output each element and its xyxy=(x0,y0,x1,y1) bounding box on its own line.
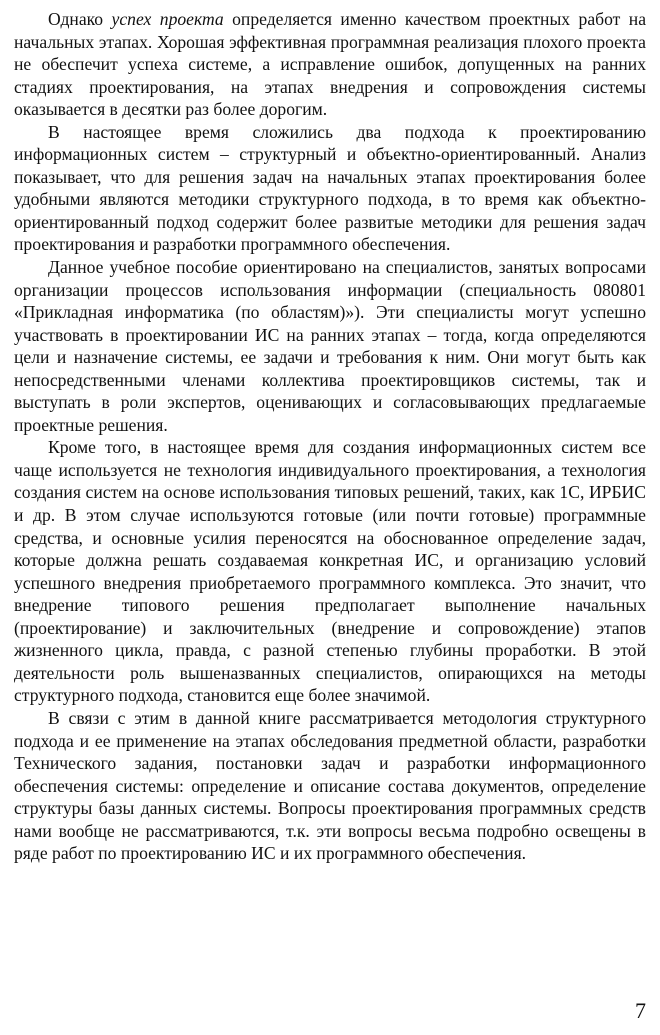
page-number: 7 xyxy=(635,998,646,1023)
paragraph-1-lead: Однако xyxy=(48,9,112,29)
paragraph-5: В связи с этим в данной книге рассматривается методология структурного подхода и ее применение на этапах обследования предметной области, разработки Технического задания, постановки задач и разработки информационного обеспечения системы: определение и описание состава документов, определение структуры базы данных системы. Вопросы проектирования программных средств нами вообще не рассматриваются, т.к. эти вопросы весьма подробно освещены в ряде работ по проектированию ИС и их программного обеспечения. xyxy=(14,707,646,864)
body-text xyxy=(14,8,646,865)
paragraph-2: В настоящее время сложились два подхода к проектированию информационных систем – структурный и объектно-ориентированный. Анализ показывает, что для решения задач на начальных этапах проектирования более удобными являются методики структурного подхода, в то время как объектно-ориентированный подход содержит более развитые методики для решения задач проектирования и разработки программного обеспечения. xyxy=(14,121,646,255)
paragraph-1-rest: определяется именно качеством проектных работ на начальных этапах. Хорошая эффективная программная реализация плохого проекта не обеспечит успеха системе, а исправление ошибок, допущенных на ранних стадиях проектирования, на этапах внедрения и сопровождения системы оказывается в десятки раз более дорогим. xyxy=(14,9,647,120)
emphasis-project-success: успех проекта xyxy=(111,9,224,29)
paragraph-3: Данное учебное пособие ориентировано на специалистов, занятых вопросами организации процессов использования информации (специальность 080801 «Прикладная информатика (по областям)»). Эти специалисты могут успешно участвовать в проектировании ИС на ранних этапах – тогда, когда определяются цели и назначение системы, ее задачи и требования к ним. Они могут быть как непосредственными членами коллектива проектировщиков системы, так и выступать в роли экспертов, оценивающих и согласовывающих предлагаемые проектные решения. xyxy=(14,257,646,435)
paragraph-4: Кроме того, в настоящее время для создания информационных систем все чаще используется не технология индивидуального проектирования, а технология создания систем на основе использования типовых решений, таких, как 1С, ИРБИС и др. В этом случае используются готовые (или почти готовые) программные средства, и основные усилия переносятся на обоснованное определение задач, которые должна решать создаваемая конкретная ИС, и организацию условий успешного внедрения приобретаемого программного комплекса. Это значит, что внедрение типового решения предполагает выполнение начальных (проектирование) и заключительных (внедрение и сопровождение) этапов жизненного цикла, правда, с разной степенью глубины проработки. В этой деятельности роль вышеназванных специалистов, опирающихся на методы структурного подхода, становится еще более значимой. xyxy=(14,437,646,706)
paragraph-1 xyxy=(14,8,646,121)
